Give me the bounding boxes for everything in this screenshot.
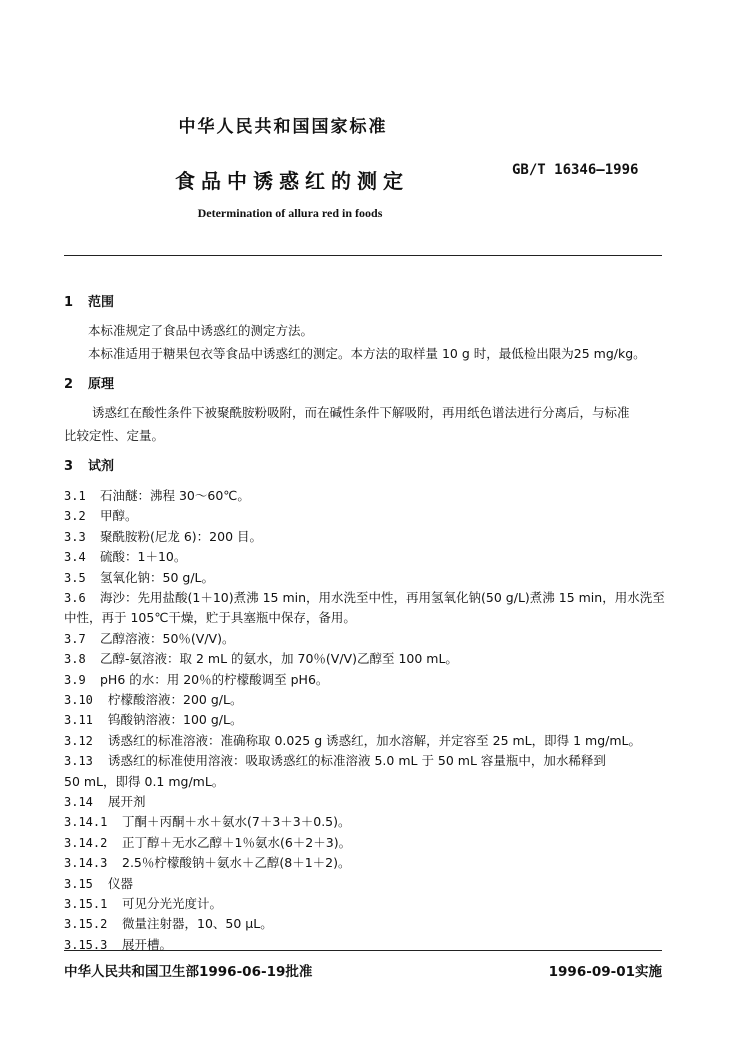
national-standard-title: 中华人民共和国国家标准	[178, 117, 388, 137]
list-item	[64, 914, 273, 932]
list-item	[64, 894, 222, 912]
approval-statement: 中华人民共和国卫生部1996-06-19批准	[64, 964, 313, 980]
item-number: 3.8	[64, 652, 86, 667]
item-text: 诱惑红的标准使用溶液：吸取诱惑红的标准溶液 5.0 mL 于 50 mL 容量瓶中，加水稀释到	[108, 753, 606, 769]
section-title: 原理	[88, 377, 115, 392]
document-title: 食品中诱惑红的测定	[175, 169, 409, 193]
item-number: 3.6	[64, 591, 86, 605]
section-title: 范围	[88, 295, 115, 310]
list-item	[64, 833, 351, 851]
item-text: 展开剂	[108, 794, 146, 809]
section-2-heading	[64, 373, 114, 392]
section-2-paragraph-line-2: 比较定性、定量。	[64, 428, 165, 443]
item-number: 3.15	[64, 876, 93, 891]
item-text: 可见分光光度计。	[122, 896, 223, 911]
item-text: 聚酰胺粉(尼龙 6)：200 目。	[100, 528, 263, 544]
item-number: 3.15.3	[64, 937, 108, 952]
item-text: 展开槽。	[122, 936, 173, 952]
list-item	[64, 649, 458, 667]
item-text: 柠檬酸溶液：200 g/L。	[108, 692, 243, 707]
item-number: 3.13	[64, 754, 93, 769]
item-text: 乙醇-氨溶液：取 2 mL 的氨水，加 70％(V/V)乙醇至 100 mL。	[100, 651, 458, 667]
list-item-continuation: 50 mL，即得 0.1 mg/mL。	[64, 773, 225, 789]
list-item	[64, 853, 351, 871]
item-number: 3.1	[64, 489, 86, 503]
item-text: 微量注射器，10、50 μL。	[122, 916, 273, 932]
item-text: 丁酮＋丙酮＋水＋氨水(7＋3＋3＋0.5)。	[122, 814, 351, 830]
item-text: 硫酸：1＋10。	[100, 549, 187, 565]
item-number: 3.11	[64, 713, 93, 728]
item-number: 3.15.1	[64, 897, 108, 911]
list-item-continuation: 中性，再于 105℃干燥，贮于具塞瓶中保存，备用。	[64, 610, 356, 626]
section-1-paragraph-1: 本标准规定了食品中诱惑红的测定方法。	[88, 323, 314, 338]
item-text: 正丁醇＋无水乙醇＋1％氨水(6＋2＋3)。	[122, 834, 352, 850]
item-text: 甲醇。	[100, 508, 138, 524]
item-text: 2.5％柠檬酸钠＋氨水＋乙醇(8＋1＋2)。	[122, 855, 351, 871]
item-text: 钨酸钠溶液：100 g/L。	[108, 712, 243, 728]
item-number: 3.14	[64, 795, 93, 809]
header-divider	[64, 255, 662, 256]
section-3-heading	[64, 455, 114, 474]
list-item	[64, 690, 242, 708]
list-item	[64, 792, 146, 810]
item-number: 3.5	[64, 570, 86, 585]
standard-number: GB/T 16346—1996	[512, 162, 639, 178]
item-text: 石油醚：沸程 30～60℃。	[100, 488, 250, 503]
list-item	[64, 874, 133, 892]
list-item	[64, 486, 250, 504]
item-text: 仪器	[108, 875, 134, 891]
item-number: 3.10	[64, 693, 93, 707]
list-item	[64, 812, 351, 830]
item-number: 3.2	[64, 509, 86, 524]
list-item	[64, 506, 138, 524]
item-number: 3.9	[64, 672, 86, 687]
list-item	[64, 527, 262, 545]
item-number: 3.15.2	[64, 917, 108, 932]
effective-date: 1996-09-01实施	[548, 964, 662, 980]
section-1-heading	[64, 291, 114, 310]
list-item	[64, 670, 328, 688]
item-text: 诱惑红的标准溶液：准确称取 0.025 g 诱惑红，加水溶解，并定容至 25 mL，即得 1 mg/mL。	[108, 732, 641, 748]
item-number: 3.14.2	[64, 835, 108, 850]
list-item	[64, 935, 172, 953]
list-item	[64, 629, 234, 647]
item-number: 3.3	[64, 529, 86, 544]
item-number: 3.4	[64, 550, 86, 565]
item-text: pH6 的水：用 20％的柠檬酸调至 pH6。	[100, 671, 329, 687]
section-title: 试剂	[88, 459, 115, 474]
section-number: 3	[64, 459, 74, 474]
item-number: 3.12	[64, 733, 93, 748]
item-text: 海沙：先用盐酸(1＋10)煮沸 15 min，用水洗至中性，再用氢氧化钠(50 g/L)煮沸 15 min，用水洗至	[100, 590, 665, 605]
english-title: Determination of allura red in foods	[197, 206, 383, 220]
item-text: 氢氧化钠：50 g/L。	[100, 569, 214, 585]
item-number: 3.14.3	[64, 856, 108, 871]
section-number: 1	[64, 295, 74, 310]
item-text: 乙醇溶液：50％(V/V)。	[100, 630, 235, 646]
list-item	[64, 568, 214, 586]
item-number: 3.7	[64, 631, 86, 646]
list-item	[64, 588, 665, 606]
list-item	[64, 731, 641, 749]
item-number: 3.14.1	[64, 815, 108, 830]
section-1-paragraph-2: 本标准适用于糖果包衣等食品中诱惑红的测定。本方法的取样量 10 g 时，最低检出限为25 mg/kg。	[88, 346, 646, 361]
list-item	[64, 710, 242, 728]
list-item	[64, 751, 606, 769]
list-item	[64, 547, 186, 565]
section-number: 2	[64, 377, 74, 392]
section-2-paragraph-line-1: 诱惑红在酸性条件下被聚酰胺粉吸附，而在碱性条件下解吸附，再用纸色谱法进行分离后，与标准	[92, 405, 630, 420]
